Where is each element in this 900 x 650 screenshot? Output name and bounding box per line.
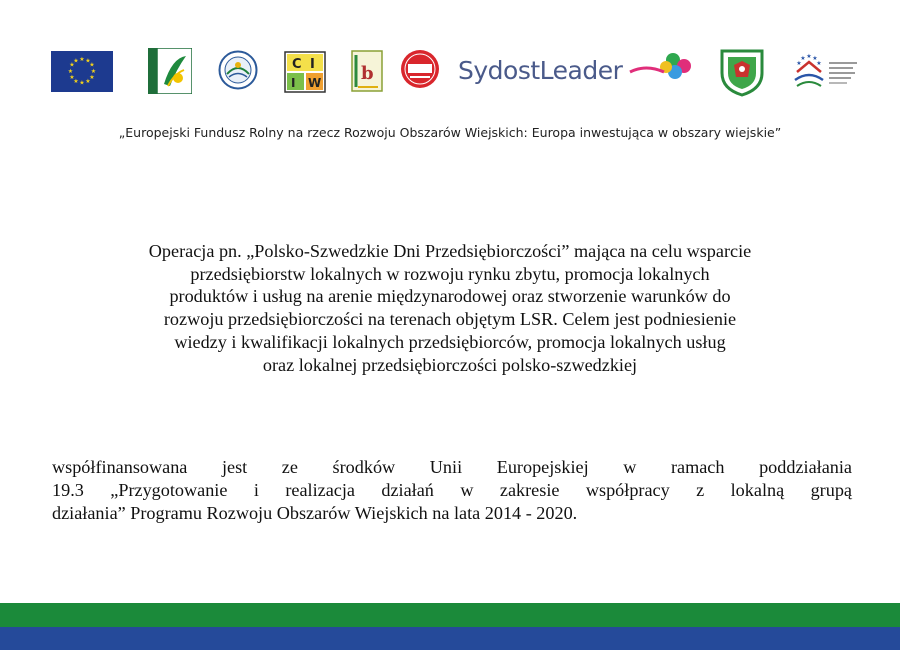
logo-strip [48,46,868,102]
svg-text:★: ★ [796,60,802,67]
operation-line: produktów i usług na arenie międzynarodowej oraz stworzenie warunków do [169,286,731,307]
svg-text:★: ★ [67,68,74,75]
svg-text:★: ★ [79,56,85,63]
pirow-logo [626,50,696,96]
green-shield-logo [718,47,766,97]
svg-text:★: ★ [89,74,95,81]
svg-text:★: ★ [816,60,822,67]
operation-line: przedsiębiorstw lokalnych w rozwoju rynku zbytu, promocja lokalnych [190,263,710,284]
svg-text:W: W [308,76,322,90]
svg-text:★: ★ [69,61,75,69]
svg-text:★: ★ [73,57,79,65]
funding-statement: „Europejski Fundusz Rolny na rzecz Rozwoju Obszarów Wiejskich: Europa inwestująca w obszary wiejskie” [118,125,782,140]
lgd-logo [793,50,863,94]
cofinance-line: 19.3 „Przygotowanie i realizacja działań w zakresie współpracy z lokalną grupą [52,480,852,500]
svg-text:b: b [361,63,374,84]
svg-text:I: I [291,76,296,90]
svg-text:★: ★ [800,55,806,62]
cofinance-line: działania” Programu Rozwoju Obszarów Wiejskich na lata 2014 - 2020. [52,503,578,523]
eu-flag-logo [51,51,113,92]
cofinancing-statement [52,456,852,525]
svg-text:★: ★ [79,79,85,87]
svg-text:★: ★ [812,55,818,62]
operation-description [46,240,854,376]
operation-line: Operacja pn. „Polsko-Szwedzkie Dni Przedsiębiorczości” mająca na celu wsparcie [148,241,752,261]
svg-text:★: ★ [806,53,812,60]
svg-text:★: ★ [89,61,95,69]
svg-text:★: ★ [69,74,75,81]
leader-logo [148,48,192,94]
svg-text:★: ★ [85,78,91,85]
lb-logo [350,49,384,93]
operation-line: wiedzy i kwalifikacji lokalnych przedsiębiorców, promocja lokalnych usług [174,331,726,352]
footer-band-green [0,603,900,627]
svg-text:I: I [310,57,315,72]
cofinance-line: współfinansowana jest ze środków Unii Europejskiej w ramach poddziałania [52,457,852,477]
operation-line: oraz lokalnej przedsiębiorczości polsko-szwedzkiej [262,354,638,375]
operation-line: rozwoju przedsiębiorczości na terenach objętym LSR. Celem jest podniesienie [163,309,737,330]
svg-text:★: ★ [85,57,91,65]
svg-text:★: ★ [90,68,97,75]
sydostleader-logo: SydostLeader [458,56,623,85]
footer-band-blue [0,627,900,650]
svg-text:C: C [292,57,302,72]
sila-logo [400,49,440,89]
svg-text:★: ★ [73,78,79,85]
ciw-logo [284,51,326,93]
regional-badge-logo [218,50,258,90]
